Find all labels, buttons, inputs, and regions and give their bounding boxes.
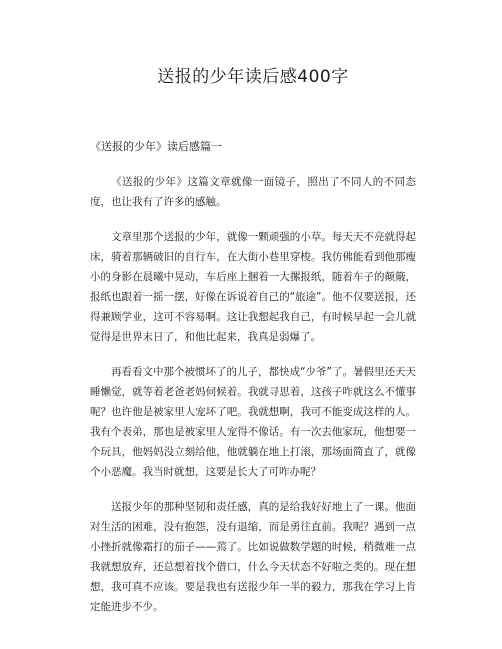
paragraph-intro: 《送报的少年》这篇文章就像一面镜子，照出了不同人的不同态度，也让我有了许多的感触。 xyxy=(90,176,416,208)
section-heading: 《送报的少年》读后感篇一 xyxy=(90,140,222,153)
document-title: 送报的少年读后感400字 xyxy=(157,67,349,87)
paragraph-reflection: 送报少年的那种坚韧和责任感，真的是给我好好地上了一课。他面对生活的困难，没有抱怨，没有退缩，而是勇往直前。我呢？遇到一点小挫折就像霜打的茄子——蔫了。比如说做数学题的时候，稍微难一点我就想放弃，还总想着找个借口，什么今天状态不好啦之类的。现在想想，我可真不应该。要是我也有送报少年一半的毅力，那我在学习上肯定能进步不少。 xyxy=(90,501,416,613)
paragraph-newsboy: 文章里那个送报的少年，就像一颗顽强的小草。每天天不亮就得起床，骑着那辆破旧的自行车，在大街小巷里穿梭。我仿佛能看到他那瘦小的身影在晨曦中晃动，车后座上捆着一大摞报纸，随着车子的颠簸，报纸也跟着一摇一摆，好像在诉说着自己的“旅途”。他不仅要送报，还得兼顾学业，这可不容易啊。这让我想起我自己，有时候早起一会儿就觉得是世界末日了，和他比起来，我真是弱爆了。 xyxy=(90,231,416,343)
paragraph-spoiled-son: 再看看文中那个被惯坏了的儿子，都快成“少爷”了。暑假里还天天睡懒觉，就等着老爸老妈伺候着。我就寻思着，这孩子咋就这么不懂事呢？也许他是被家里人宠坏了吧。我就想啊，我可不能变成这样的人。我有个表弟，那也是被家里人宠得不像话。有一次去他家玩，他想要一个玩具，他妈妈没立刻给他，他就躺在地上打滚，那场面简直了，就像个小恶魔。我当时就想，这要是长大了可咋办呢？ xyxy=(90,366,416,478)
